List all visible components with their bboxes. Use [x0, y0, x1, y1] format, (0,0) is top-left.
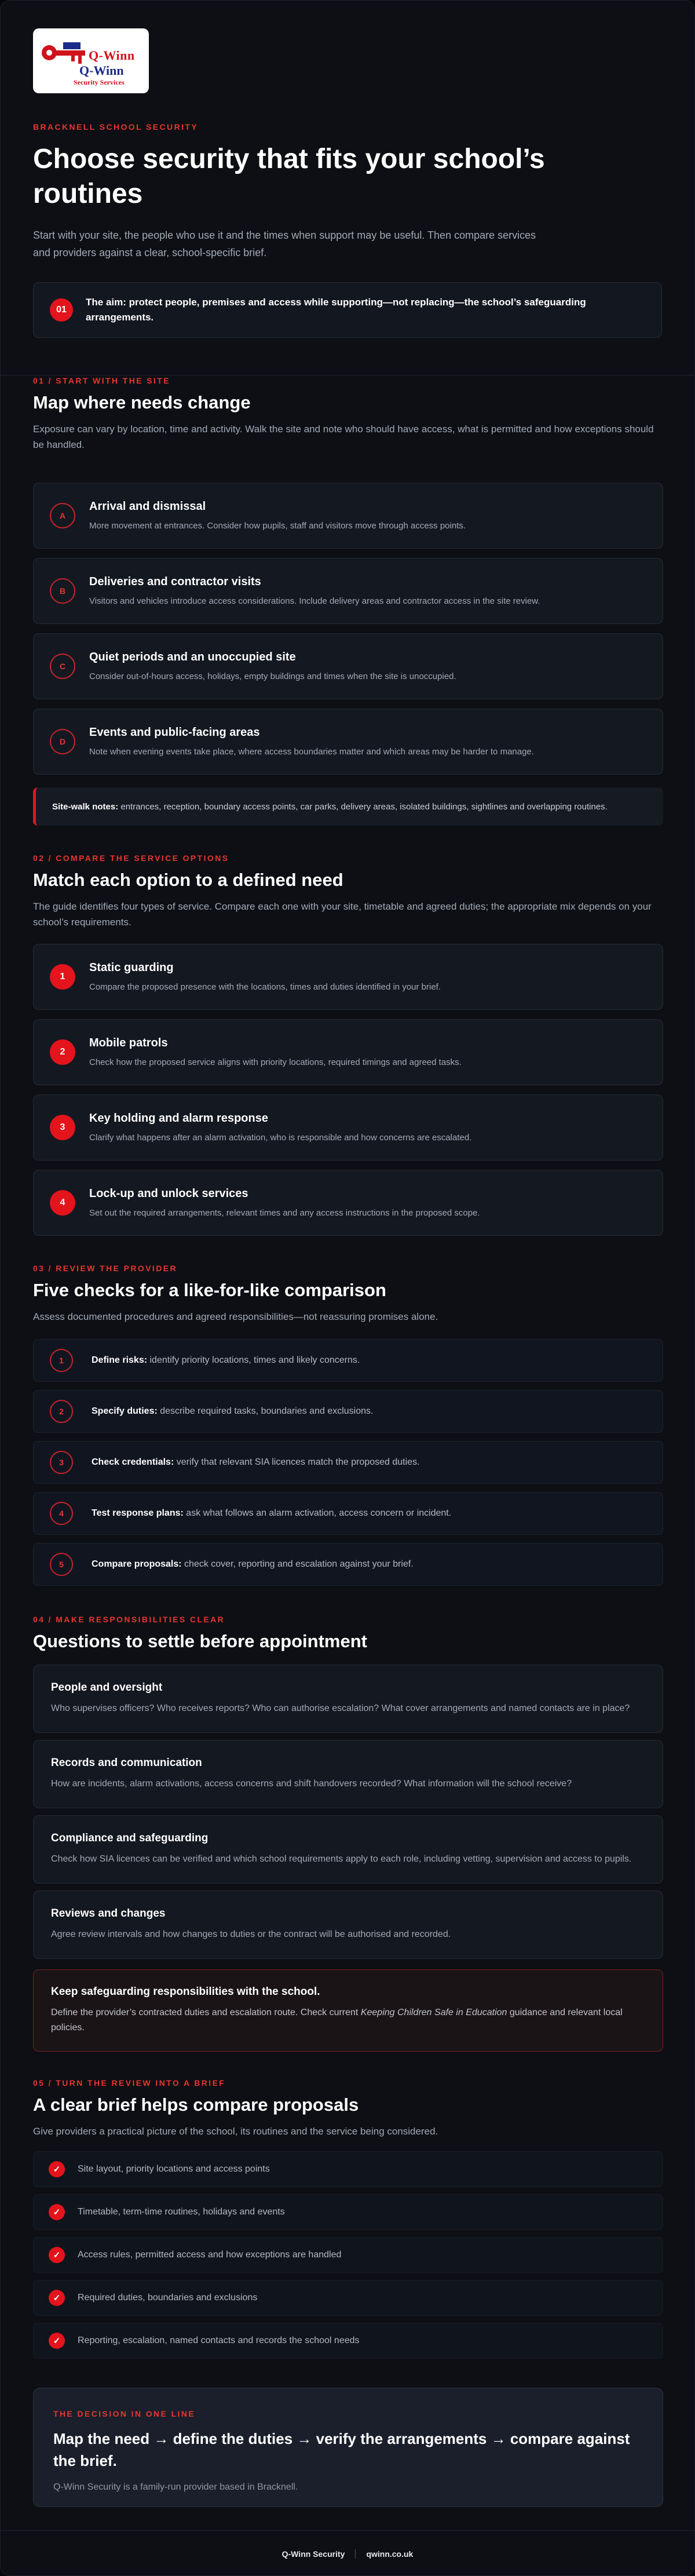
- section-title: Map where needs change: [33, 392, 251, 413]
- card-text: More movement at entrances. Consider how pupils, staff and visitors move through access points.: [89, 521, 466, 531]
- section-title: A clear brief helps compare proposals: [33, 2095, 359, 2115]
- brief-item: [33, 2151, 663, 2187]
- site-card-deliveries: [33, 558, 663, 624]
- card-badge: C: [50, 654, 75, 679]
- section-site: [1, 376, 695, 453]
- company-logo[interactable]: [33, 28, 149, 93]
- card-text: Compare the proposed presence with the locations, times and duties identified in your brief.: [89, 982, 441, 992]
- check-text: describe required tasks, boundaries and exclusions.: [157, 1406, 374, 1416]
- logo-wordmark: Q-Winn: [79, 63, 124, 78]
- section-title: Match each option to a defined need: [33, 870, 343, 890]
- card-badge: 3: [50, 1115, 75, 1140]
- checkmark-icon: ✓: [49, 2161, 65, 2177]
- check-label: Specify duties:: [92, 1406, 158, 1416]
- logo-wordmark-top: Q-Winn: [89, 48, 135, 63]
- check-label: Define risks:: [92, 1355, 148, 1365]
- brief-item-text: Reporting, escalation, named contacts and records the school needs: [78, 2336, 360, 2345]
- card-text: Clarify what happens after an alarm activation, who is responsible and how concerns are escalated.: [89, 1133, 472, 1143]
- hero-lead: Start with your site, the people who use it and the times when support may be useful. Then compare services and providers against a clear, school-specific brief.: [33, 229, 536, 258]
- section-eyebrow: 05 / TURN THE REVIEW INTO A BRIEF: [33, 2078, 226, 2088]
- section-intro: Assess documented procedures and agreed responsibilities—not reassuring promises alone.: [33, 1311, 438, 1322]
- decision-text: Q-Winn Security is a family-run provider based in Bracknell.: [53, 2482, 298, 2492]
- section-intro: The guide identifies four types of service. Compare each one with your site, timetable and agreed duties; the appropriate mix depends on your school’s requirements.: [33, 901, 652, 928]
- brief-item-text: Site layout, priority locations and access points: [78, 2164, 270, 2174]
- decision-title: Map the need → define the duties → verify the arrangements → compare against the brief.: [53, 2430, 630, 2469]
- warning-title: Keep safeguarding responsibilities with the school.: [51, 1986, 320, 1998]
- card-text: Consider out-of-hours access, holidays, empty buildings and times when the site is unoccupied.: [89, 672, 456, 681]
- checkmark-icon: ✓: [49, 2204, 65, 2220]
- section-intro: Give providers a practical picture of the school, its routines and the service being considered.: [33, 2126, 438, 2137]
- brief-item: [33, 2194, 663, 2230]
- question-text: Check how SIA licences can be verified and which school requirements apply to each role, including vetting, supervision and access to pupils.: [51, 1854, 632, 1864]
- site-card-arrival: [33, 483, 663, 549]
- check-item-credentials: [33, 1441, 663, 1484]
- warning-text-part: guidance and relevant local policies.: [51, 2008, 623, 2033]
- card-title: Events and public-facing areas: [89, 726, 260, 739]
- card-title: Key holding and alarm response: [89, 1112, 268, 1125]
- check-badge: 1: [50, 1349, 73, 1372]
- warning-text-part: Define the provider’s contracted duties and escalation route. Check current: [51, 2008, 361, 2017]
- card-title: Quiet periods and an unoccupied site: [89, 651, 296, 663]
- site-card-events: [33, 709, 663, 775]
- section-title: Questions to settle before appointment: [33, 1631, 367, 1651]
- check-text: ask what follows an alarm activation, access concern or incident.: [183, 1508, 452, 1518]
- brief-item-text: Timetable, term-time routines, holidays and events: [78, 2207, 285, 2217]
- check-text: verify that relevant SIA licences match the proposed duties.: [174, 1457, 420, 1467]
- card-badge: 4: [50, 1190, 75, 1216]
- check-badge: 3: [50, 1451, 73, 1474]
- aim-text: The aim: protect people, premises and access while supporting—not replacing—the school’s safeguarding arrangements.: [86, 297, 586, 323]
- question-text: Agree review intervals and how changes to duties or the contract will be authorised and recorded.: [51, 1929, 451, 1939]
- card-badge: 2: [50, 1039, 75, 1065]
- brief-item: [33, 2280, 663, 2316]
- section-brief: [1, 2078, 695, 2139]
- question-title: Reviews and changes: [51, 1907, 166, 1920]
- safeguarding-warning: [33, 1969, 663, 2052]
- site-walk-note: [33, 787, 663, 826]
- hero: [1, 1, 694, 375]
- brief-item-text: Access rules, permitted access and how exceptions are handled: [78, 2250, 342, 2260]
- check-item-specify-duties: [33, 1390, 663, 1433]
- check-text: check cover, reporting and escalation against your brief.: [181, 1559, 414, 1569]
- section-eyebrow: 04 / MAKE RESPONSIBILITIES CLEAR: [33, 1615, 225, 1624]
- check-badge: 4: [50, 1502, 73, 1525]
- section-intro: Exposure can vary by location, time and activity. Walk the site and note who should have access, what is permitted and how exceptions should be handled.: [33, 424, 654, 450]
- card-title: Mobile patrols: [89, 1037, 168, 1049]
- service-card-mobile-patrols: [33, 1019, 663, 1085]
- decision-eyebrow: THE DECISION IN ONE LINE: [53, 2409, 196, 2418]
- decision-summary: [33, 2388, 663, 2507]
- aim-callout: [33, 282, 662, 338]
- service-card-lock-up: [33, 1170, 663, 1236]
- brief-item: [33, 2237, 663, 2273]
- card-text: Note when evening events take place, where access boundaries matter and which areas may be harder to manage.: [89, 747, 534, 757]
- question-title: Compliance and safeguarding: [51, 1832, 209, 1844]
- card-badge: 1: [50, 964, 75, 990]
- section-provider-checks: [1, 1264, 695, 1325]
- card-title: Lock-up and unlock services: [89, 1187, 248, 1200]
- footer-site-link[interactable]: qwinn.co.uk: [366, 2549, 414, 2559]
- checkmark-icon: ✓: [49, 2333, 65, 2349]
- check-badge: 2: [50, 1400, 73, 1423]
- question-card-compliance: [33, 1815, 663, 1884]
- service-card-key-holding: [33, 1094, 663, 1161]
- card-title: Static guarding: [89, 961, 174, 974]
- footer-brand: Q-Winn Security: [281, 2549, 345, 2559]
- footer-divider: [355, 2549, 356, 2559]
- question-title: Records and communication: [51, 1757, 202, 1769]
- site-card-quiet-periods: [33, 633, 663, 699]
- check-text: identify priority locations, times and likely concerns.: [147, 1355, 360, 1365]
- card-title: Arrival and dismissal: [89, 500, 206, 513]
- check-label: Compare proposals:: [92, 1559, 182, 1569]
- check-badge: 5: [50, 1553, 73, 1576]
- checkmark-icon: ✓: [49, 2290, 65, 2306]
- question-text: Who supervises officers? Who receives reports? Who can authorise escalation? What cover arrangements and named contacts are in place?: [51, 1703, 630, 1713]
- brief-item-text: Required duties, boundaries and exclusions: [78, 2293, 258, 2303]
- check-item-compare-proposals: [33, 1543, 663, 1586]
- question-title: People and oversight: [51, 1681, 163, 1694]
- aim-number-badge: 01: [50, 298, 73, 322]
- hero-eyebrow: BRACKNELL SCHOOL SECURITY: [33, 122, 199, 132]
- service-card-static-guarding: [33, 944, 663, 1010]
- footer: [1, 2530, 694, 2576]
- question-text: How are incidents, alarm activations, access concerns and shift handovers recorded? What information will the school receive?: [51, 1779, 572, 1789]
- checkmark-icon: ✓: [49, 2247, 65, 2263]
- logo-tagline: Security Services: [74, 78, 125, 86]
- section-services: [1, 853, 695, 930]
- note-label: Site-walk notes:: [52, 801, 119, 812]
- check-item-define-risks: [33, 1339, 663, 1382]
- card-badge: A: [50, 503, 75, 528]
- card-badge: B: [50, 578, 75, 604]
- section-title: Five checks for a like-for-like comparison: [33, 1280, 386, 1300]
- kcsie-guidance-title: Keeping Children Safe in Education: [360, 2008, 507, 2017]
- question-card-people: [33, 1665, 663, 1733]
- question-card-records: [33, 1740, 663, 1808]
- section-responsibilities: [1, 1615, 695, 1653]
- section-eyebrow: 03 / REVIEW THE PROVIDER: [33, 1264, 177, 1273]
- section-eyebrow: 01 / START WITH THE SITE: [33, 376, 171, 385]
- brief-item: [33, 2323, 663, 2359]
- note-text: entrances, reception, boundary access points, car parks, delivery areas, isolated buildings, sightlines and overlapping routines.: [118, 801, 608, 812]
- card-text: Visitors and vehicles introduce access considerations. Include delivery areas and contractor access in the site review.: [89, 596, 540, 606]
- page-title: Choose security that fits your school’s routines: [33, 144, 545, 209]
- check-label: Test response plans:: [92, 1508, 184, 1518]
- section-eyebrow: 02 / COMPARE THE SERVICE OPTIONS: [33, 853, 229, 863]
- card-title: Deliveries and contractor visits: [89, 575, 261, 588]
- warning-text: [51, 2005, 645, 2035]
- check-label: Check credentials:: [92, 1457, 174, 1467]
- question-card-reviews: [33, 1891, 663, 1959]
- check-item-response-plans: [33, 1492, 663, 1535]
- card-badge: D: [50, 729, 75, 754]
- card-text: Set out the required arrangements, relevant times and any access instructions in the proposed scope.: [89, 1208, 480, 1218]
- card-text: Check how the proposed service aligns with priority locations, required timings and agreed tasks.: [89, 1057, 462, 1067]
